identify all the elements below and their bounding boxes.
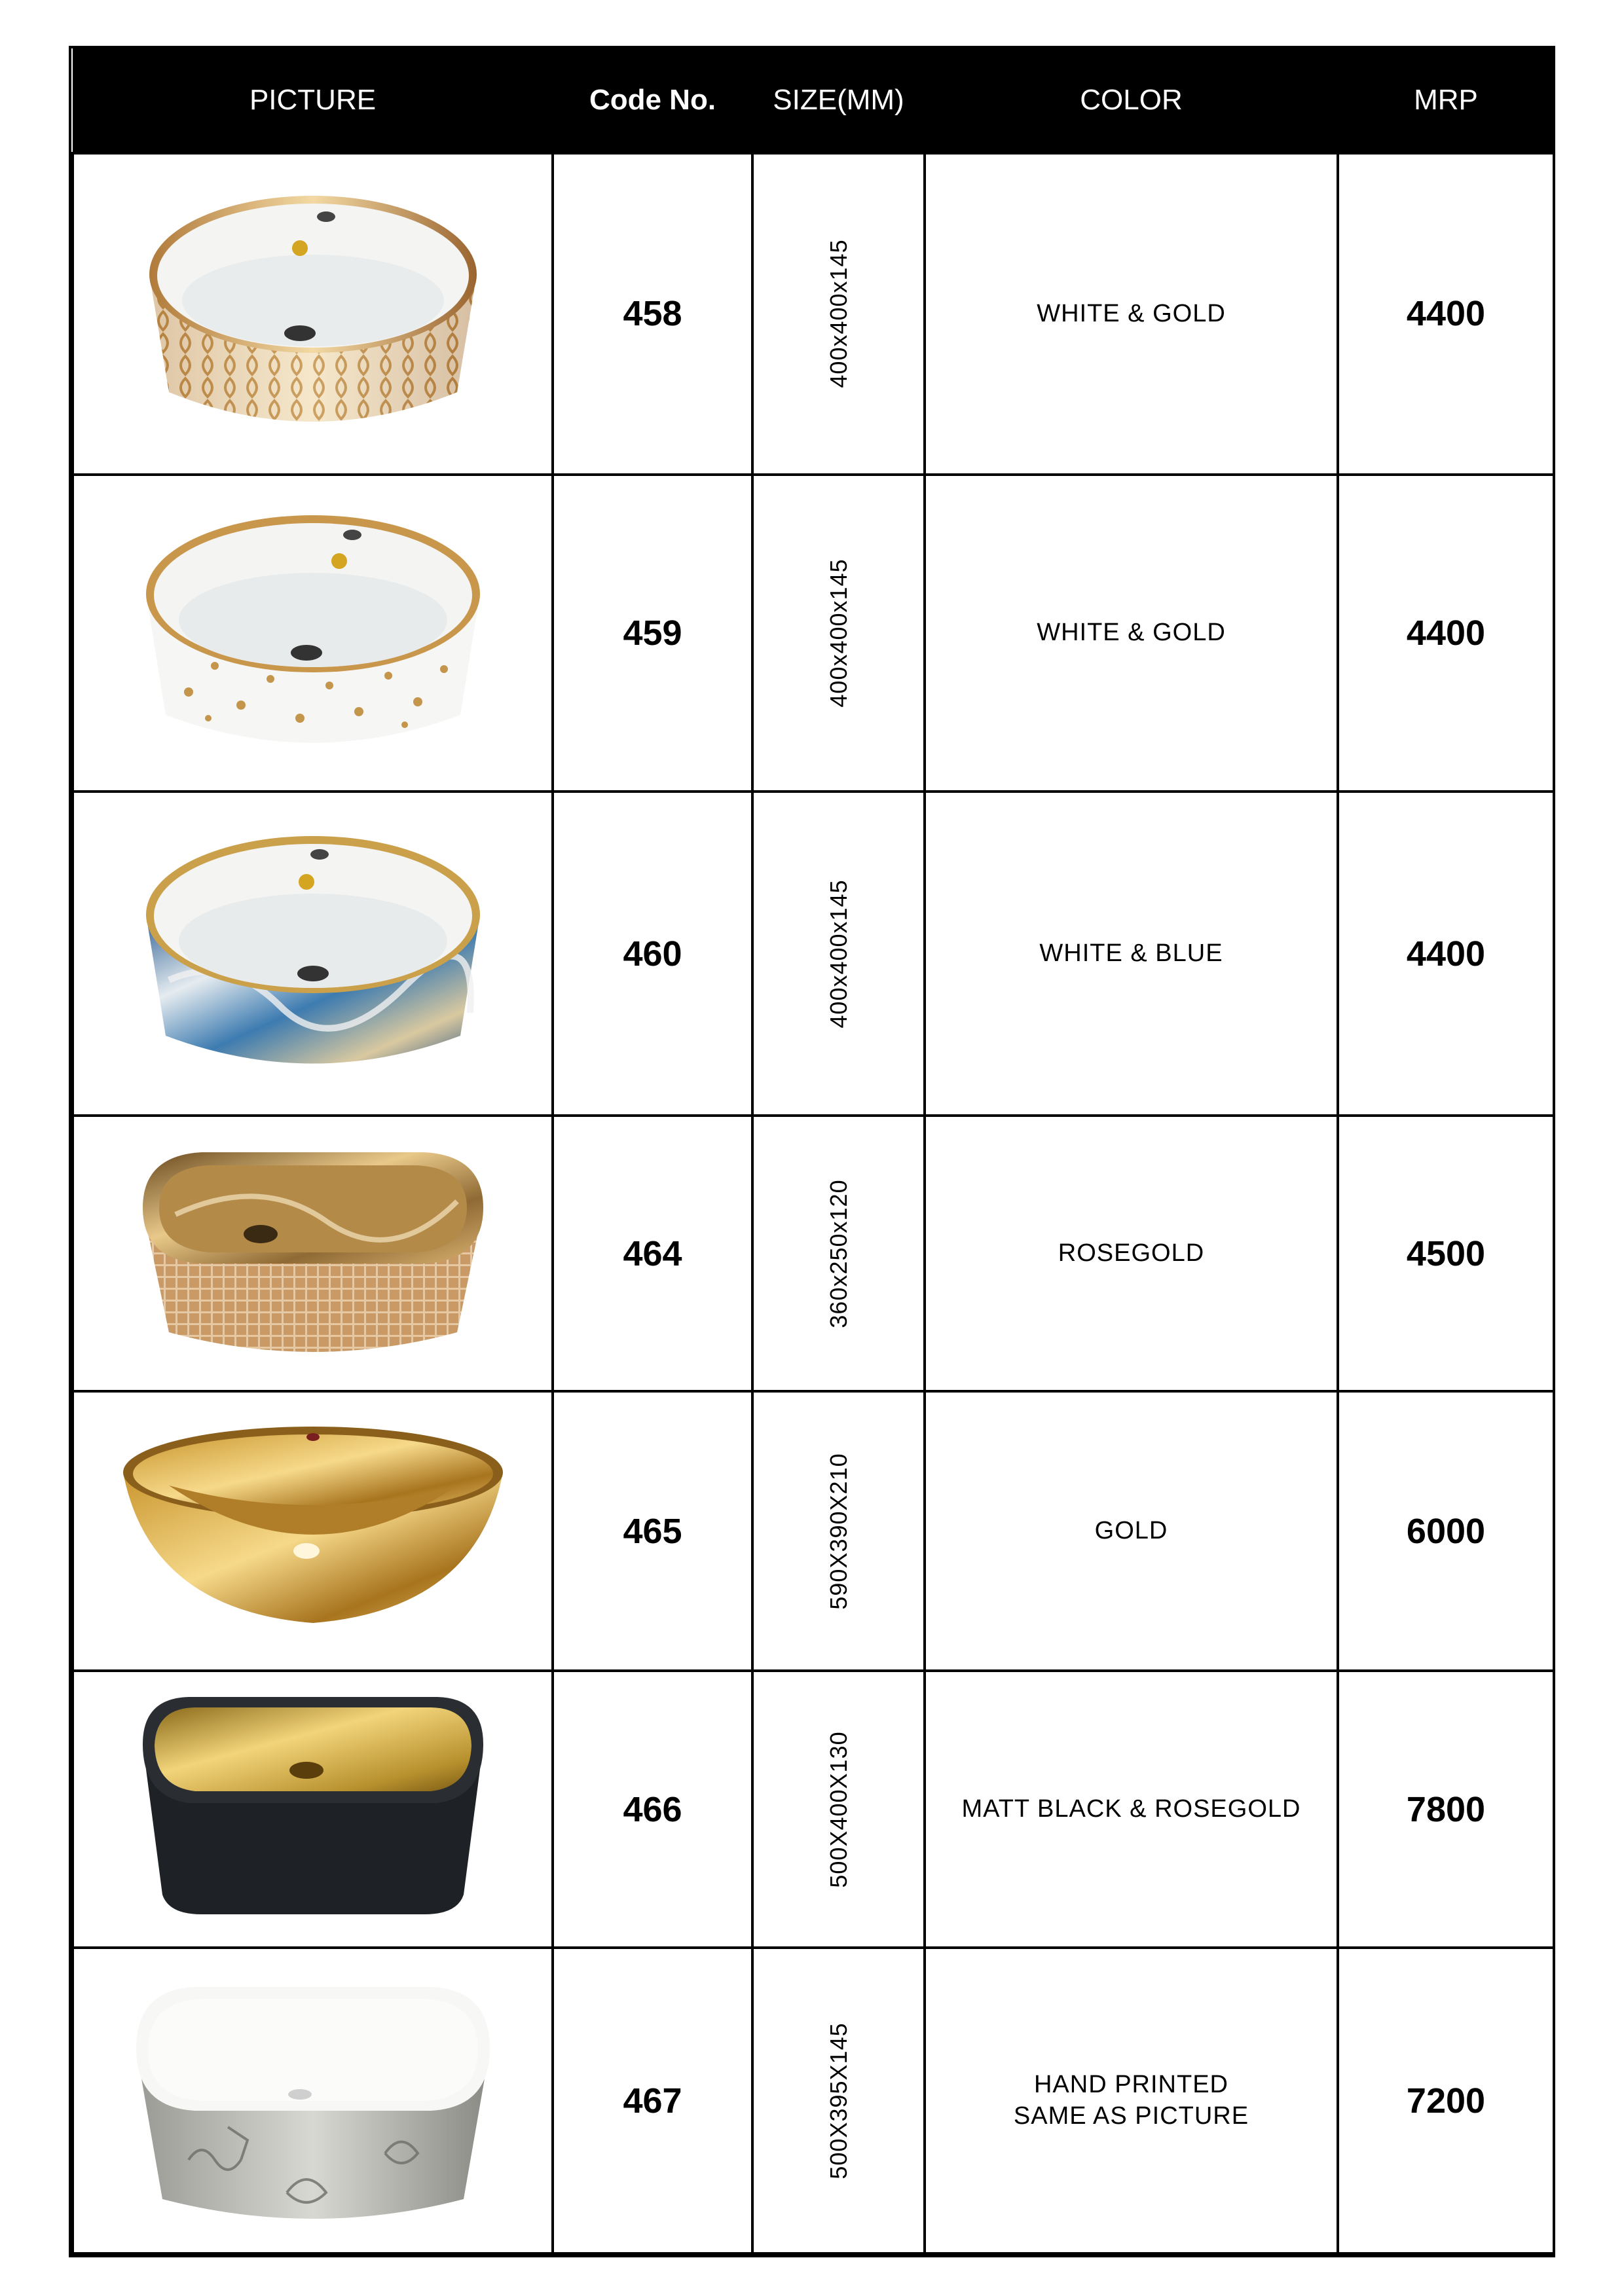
product-row: [73, 792, 1554, 1116]
product-color: GOLD: [925, 1391, 1338, 1671]
header-color: COLOR: [925, 48, 1338, 153]
product-size-text: 500X400X130: [824, 1731, 852, 1888]
rect-basin-black-gold-image: [130, 1685, 496, 1934]
header-code: Code No.: [553, 48, 752, 153]
product-code: 466: [553, 1671, 752, 1948]
oval-basin-gold-image: [110, 1413, 516, 1649]
product-size: [752, 1671, 925, 1948]
product-picture: [73, 1948, 553, 2253]
product-mrp: 4400: [1338, 792, 1554, 1116]
product-code: 464: [553, 1116, 752, 1392]
product-row: [73, 153, 1554, 475]
product-size: [752, 153, 925, 475]
product-picture: [73, 475, 553, 792]
product-row: [73, 1671, 1554, 1948]
product-size: [752, 1391, 925, 1671]
product-size-text: 500X395X145: [824, 2022, 852, 2179]
product-size-text: 400x400x145: [824, 239, 852, 388]
rect-basin-hand-printed-silver-image: [123, 1963, 503, 2238]
product-code: 459: [553, 475, 752, 792]
product-mrp: 4400: [1338, 475, 1554, 792]
product-table: [71, 48, 1555, 2255]
product-mrp: 7800: [1338, 1671, 1554, 1948]
product-size: [752, 475, 925, 792]
product-row: [73, 1948, 1554, 2253]
product-size-text: 590X390X210: [824, 1452, 852, 1610]
product-price-sheet: [69, 46, 1555, 2257]
round-basin-white-gold-lattice-image: [130, 176, 496, 451]
product-code: 458: [553, 153, 752, 475]
product-size-text: 400x400x145: [824, 558, 852, 708]
header-mrp: MRP: [1338, 48, 1554, 153]
product-picture: [73, 153, 553, 475]
product-color: ROSEGOLD: [925, 1116, 1338, 1392]
round-basin-white-gold-floral-image: [130, 496, 496, 771]
product-mrp: 7200: [1338, 1948, 1554, 2253]
header-row: [73, 48, 1554, 153]
product-picture: [73, 1116, 553, 1392]
product-mrp: 4400: [1338, 153, 1554, 475]
product-code: 465: [553, 1391, 752, 1671]
product-picture: [73, 1671, 553, 1948]
product-color: WHITE & GOLD: [925, 475, 1338, 792]
product-color: WHITE & GOLD: [925, 153, 1338, 475]
round-basin-white-blue-marble-image: [130, 816, 496, 1091]
product-row: [73, 1391, 1554, 1671]
header-picture: PICTURE: [73, 48, 553, 153]
product-picture: [73, 792, 553, 1116]
product-code: 467: [553, 1948, 752, 2253]
header-size: SIZE(MM): [752, 48, 925, 153]
product-code: 460: [553, 792, 752, 1116]
product-color: HAND PRINTED SAME AS PICTURE: [925, 1948, 1338, 2253]
product-size: [752, 1116, 925, 1392]
product-row: [73, 475, 1554, 792]
rect-basin-rosegold-mosaic-image: [130, 1136, 496, 1372]
product-color: MATT BLACK & ROSEGOLD: [925, 1671, 1338, 1948]
product-size-text: 400x400x145: [824, 879, 852, 1029]
product-mrp: 4500: [1338, 1116, 1554, 1392]
product-size: [752, 792, 925, 1116]
product-picture: [73, 1391, 553, 1671]
product-size-text: 360x250x120: [824, 1178, 852, 1328]
product-mrp: 6000: [1338, 1391, 1554, 1671]
product-color: WHITE & BLUE: [925, 792, 1338, 1116]
product-row: [73, 1116, 1554, 1392]
product-size: [752, 1948, 925, 2253]
